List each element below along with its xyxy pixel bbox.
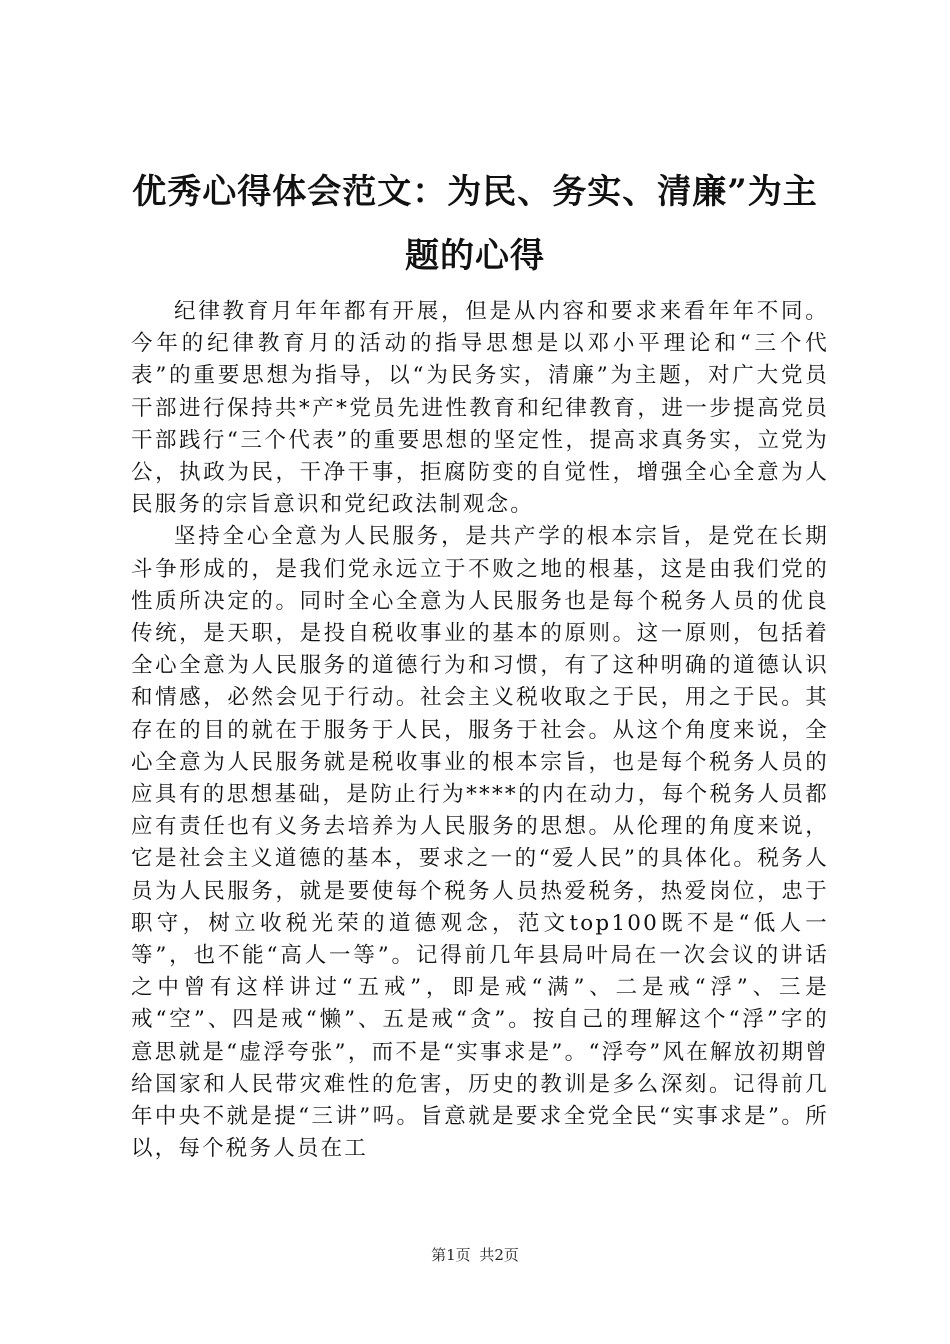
document-title: 优秀心得体会范文：为民、务实、清廉”为主题的心得 [132,172,818,276]
page-number: 第1页 [431,1246,471,1264]
page-count: 共2页 [479,1246,519,1264]
paragraph: 坚持全心全意为人民服务，是共产学的根本宗旨，是党在长期斗争形成的，是我们党永远立于不败之地的根基，这是由我们党的性质所决定的。同时全心全意为人民服务也是每个税务人员的优良传统，是天职，是投自税收事业的基本的原则。这一原则，包括着全心全意为人民服务的道德行为和习惯，有了这种明确的道德认识和情感，必然会见于行动。社会主义税收取之于民，用之于民。其存在的目的就在于服务于人民，服务于社会。从这个角度来说，全心全意为人民服务就是税收事业的根本宗旨，也是每个税务人员的应具有的思想基础，是防止行为****的内在动力，每个税务人员都应有责任也有义务去培养为人民服务的思想。从伦理的角度来说，它是社会主义道德的基本，要求之一的“爱人民”的具体化。税务人员为人民服务，就是要使每个税务人员热爱税务，热爱岗位，忠于职守，树立收税光荣的道德观念，范文top100既不是“低人一等”，也不能“高人一等”。记得前几年县局叶局在一次会议的讲话之中曾有这样讲过“五戒”，即是戒“满”、二是戒“浮”、三是戒“空”、四是戒“懒”、五是戒“贪”。按自己的理解这个“浮”字的意思就是“虚浮夸张”，而不是“实事求是”。“浮夸”风在解放初期曾给国家和人民带灾难性的危害，历史的教训是多么深刻。记得前几年中央不就是提“三讲”吗。旨意就是要求全党全民“实事求是”。所以，每个税务人员在工 [131,524,829,1162]
page-footer [0,1244,950,1265]
paragraph: 纪律教育月年年都有开展，但是从内容和要求来看年年不同。今年的纪律教育月的活动的指导思想是以邓小平理论和“三个代表”的重要思想为指导，以“为民务实，清廉”为主题，对广大党员干部进行保持共*产*党员先进性教育和纪律教育，进一步提高党员干部践行“三个代表”的重要思想的坚定性，提高求真务实，立党为公，执政为民，干净干事，拒腐防变的自觉性，增强全心全意为人民服务的宗旨意识和党纪政法制观念。 [131,299,829,518]
document-body [131,296,829,1165]
